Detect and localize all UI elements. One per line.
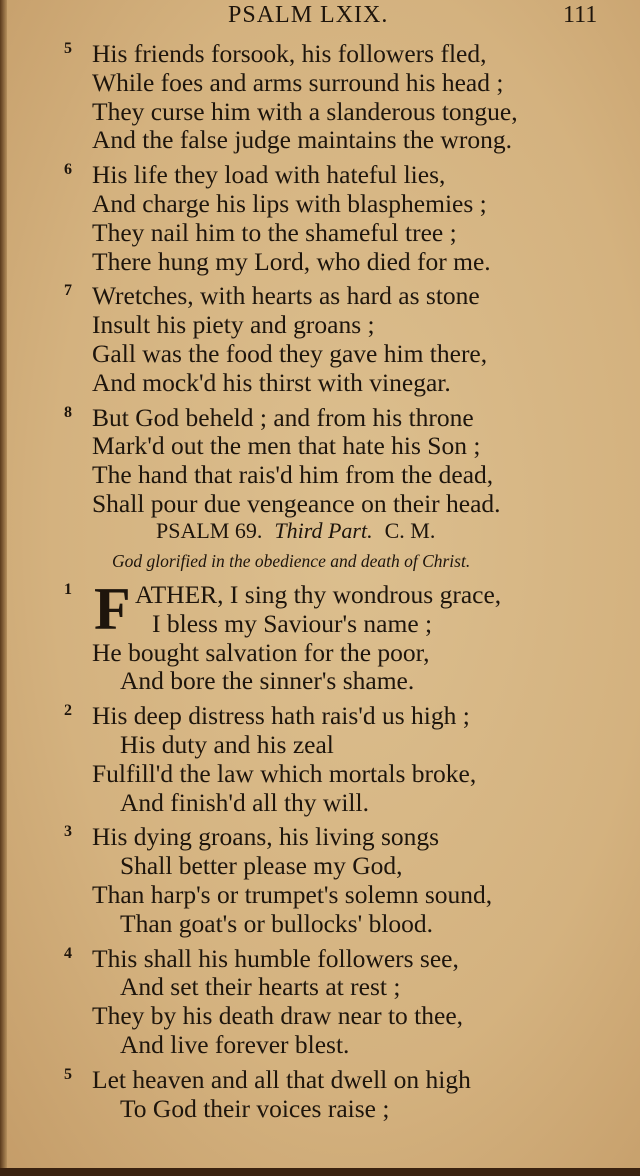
verse-line: Gall was the food they gave him there, bbox=[92, 338, 488, 368]
verse-line: And charge his lips with blasphemies ; bbox=[92, 188, 487, 218]
verse-line: And bore the sinner's shame. bbox=[120, 666, 415, 696]
verse-line: Shall better please my God, bbox=[120, 851, 403, 881]
verse-line: And finish'd all thy will. bbox=[120, 787, 369, 817]
part-subtitle: God glorified in the obedience and death of Christ. bbox=[112, 551, 471, 571]
verse-line: His dying groans, his living songs bbox=[92, 822, 440, 852]
verse-line: They nail him to the shameful tree ; bbox=[92, 217, 457, 247]
verse-line: The hand that rais'd him from the dead, bbox=[92, 460, 494, 490]
stanza bbox=[0, 40, 640, 155]
verse-line: Than harp's or trumpet's solemn sound, bbox=[92, 879, 493, 909]
stanza-number: 5 bbox=[64, 40, 72, 57]
verse-line: I bless my Saviour's name ; bbox=[152, 608, 433, 638]
page-number: 111 bbox=[563, 2, 598, 28]
page-bottom-edge bbox=[0, 1168, 640, 1176]
stanza bbox=[0, 945, 640, 1060]
stanza-number: 4 bbox=[64, 944, 72, 962]
stanza bbox=[0, 282, 640, 397]
stanza-number: 1 bbox=[64, 581, 72, 598]
verse-line: His duty and his zeal bbox=[120, 729, 334, 759]
verse-line: And the false judge maintains the wrong. bbox=[92, 125, 512, 155]
verse-line: While foes and arms surround his head ; bbox=[92, 67, 504, 97]
verse-line: This shall his humble followers see, bbox=[92, 943, 459, 973]
verse-line: Insult his piety and groans ; bbox=[92, 310, 375, 340]
drop-cap: F bbox=[94, 576, 131, 642]
psalm-part-two-ending bbox=[0, 40, 640, 525]
stanza bbox=[0, 404, 640, 519]
verse-line: His deep distress hath rais'd us high ; bbox=[92, 701, 470, 731]
verse-line: His life they load with hateful lies, bbox=[92, 160, 446, 190]
stanza bbox=[0, 702, 640, 817]
verse-line: Than goat's or bullocks' blood. bbox=[120, 908, 434, 938]
stanza-number: 5 bbox=[64, 1065, 72, 1083]
verse-line: To God their voices raise ; bbox=[120, 1093, 390, 1123]
part-label: Third Part. bbox=[274, 518, 373, 543]
verse-line: Fulfill'd the law which mortals broke, bbox=[92, 758, 477, 788]
verse-line: Wretches, with hearts as hard as stone bbox=[92, 281, 480, 311]
psalm-part-three bbox=[0, 576, 640, 1129]
stanza-number: 2 bbox=[64, 702, 72, 720]
verse-line: Mark'd out the men that hate his Son ; bbox=[92, 431, 481, 461]
stanza bbox=[0, 576, 640, 696]
stanza-number: 3 bbox=[64, 823, 72, 841]
verse-line: Shall pour due vengeance on their head. bbox=[92, 488, 501, 518]
stanza bbox=[0, 1066, 640, 1124]
part-title bbox=[156, 518, 435, 544]
verse-line: There hung my Lord, who died for me. bbox=[92, 246, 491, 276]
verse-line: Let heaven and all that dwell on high bbox=[92, 1064, 471, 1094]
stanza bbox=[0, 161, 640, 276]
stanza-number: 8 bbox=[64, 403, 72, 421]
verse-line: ATHER, I sing thy wondrous grace, bbox=[135, 580, 502, 609]
verse-line: His friends forsook, his followers fled, bbox=[92, 39, 487, 68]
verse-line: And mock'd his thirst with vinegar. bbox=[92, 367, 451, 397]
verse-line: He bought salvation for the poor, bbox=[92, 637, 430, 667]
verse-line: They curse him with a slanderous tongue, bbox=[92, 96, 518, 126]
verse-line: They by his death draw near to thee, bbox=[92, 1001, 464, 1031]
stanza bbox=[0, 823, 640, 938]
verse-line: And set their hearts at rest ; bbox=[120, 972, 401, 1002]
verse-line: But God beheld ; and from his throne bbox=[92, 402, 474, 432]
psalm-number: PSALM 69. bbox=[156, 518, 263, 543]
running-header bbox=[0, 2, 640, 34]
meter: C. M. bbox=[384, 518, 436, 543]
stanza-number: 7 bbox=[64, 282, 72, 300]
stanza-number: 6 bbox=[64, 161, 72, 179]
running-title: PSALM LXIX. bbox=[228, 2, 389, 28]
verse-line: And live forever blest. bbox=[120, 1029, 350, 1059]
